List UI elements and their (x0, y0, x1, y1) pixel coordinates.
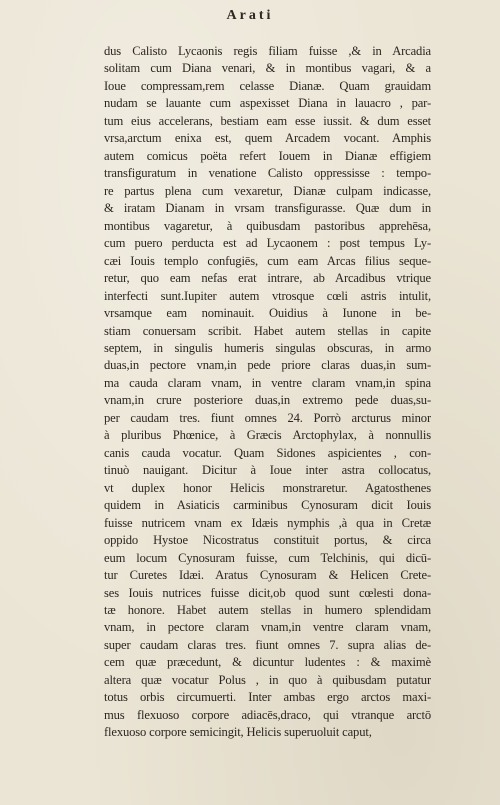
text-line: nudam se lauante cum aspexisset Diana in lauacro , par- (104, 96, 431, 111)
text-line: oppido Hystoe Nicostratus constituit portus, & circa (104, 533, 431, 548)
text-line: quidem in Asiaticis carminibus Cynosuram dicit Iouis (104, 498, 431, 513)
text-line: & iratam Dianam in vrsam transfigurasse. Quæ dum in (104, 201, 431, 216)
text-line: transfiguratum in venatione Calisto oppressisse : tempo- (104, 166, 431, 181)
text-line: dus Calisto Lycaonis regis filiam fuisse ,& in Arcadia (104, 44, 431, 58)
text-line: tur Curetes Idæi. Aratus Cynosuram & Helicen Crete- (104, 568, 431, 583)
text-line: eum locum Cynosuram fuisse, cum Telchinis, qui dicū- (104, 550, 431, 565)
text-line: vnam,in crure posteriore duas,in extremo pede duas,su- (104, 393, 431, 408)
text-line: flexuoso corpore semicingit, Helicis superuoluit caput, (104, 725, 372, 740)
text-line: cæi Iouis templo confugiēs, cum eam Arcas filius seque- (104, 253, 431, 268)
text-line: super caudam claras tres. fiunt omnes 7. supra alias de- (104, 637, 431, 652)
text-line: vrsamque eam nominauit. Ouidius à Iunone in be- (104, 306, 431, 321)
text-line: mus flexuoso corpore adiacēs,draco, qui vtranque arctō (104, 707, 431, 722)
text-line: à pluribus Phœnice, à Græcis Arctophylax, à nonnullis (104, 428, 431, 443)
text-line: altera quæ vocatur Polus , in quo à quibusdam putatur (104, 672, 431, 687)
text-line: retur, quo eam nefas erat intrare, ab Arcadibus vtrique (104, 271, 431, 286)
text-line: re partus plena cum vexaretur, Dianæ culpam indicasse, (104, 183, 431, 198)
text-line: vrsa,arctum enixa est, quem Arcadem vocant. Amphis (104, 131, 431, 146)
text-line: vt duplex honor Helicis monstraretur. Agatosthenes (104, 480, 431, 495)
text-line: stiam conuersam scribit. Habet autem stellas in capite (104, 323, 431, 338)
text-line: interfecti sunt.Iupiter autem vtrosque cœli astris intulit, (104, 288, 431, 303)
text-line: duas,in pectore vnam,in pede priore claras duas,in sum- (104, 358, 431, 373)
text-line: tum eius accelerans, bestiam eam esse iussit. & dum esset (104, 113, 431, 128)
text-line: tæ honore. Habet autem stellas in humero splendidam (104, 603, 431, 617)
text-line: autem comicus poëta refert Iouem in Dianæ effigiem (104, 148, 431, 163)
text-line: per caudam tres. fiunt omnes 24. Porrò arcturus minor (104, 410, 431, 425)
running-head: Arati (226, 8, 274, 23)
text-line: montibus vagaretur, à quibusdam pastoribus apprehēsa, (104, 218, 431, 233)
text-line: septem, in singulis humeris singulas obscuras, in armo (104, 340, 431, 355)
text-line: solitam cum Diana venari, & in montibus vagari, & a (104, 61, 431, 76)
text-line: Ioue compressam,rem celasse Dianæ. Quam grauidam (104, 78, 431, 93)
text-line: tinuò nauigant. Dicitur à Ioue inter astra collocatus, (104, 463, 431, 478)
text-block (104, 43, 431, 742)
text-line: ses Iouis nutrices fuisse dicit,ob quod sunt cœlesti dona- (104, 585, 431, 600)
text-line: totus orbis circumuerti. Inter ambas ergo arctos maxi- (104, 690, 431, 705)
text-line: canis cauda vocatur. Quam Sidones aspicientes , con- (104, 445, 431, 460)
text-line: fuisse nutricem vnam ex Idæis nymphis ,à qua in Cretæ (104, 515, 431, 530)
text-line: ma cauda claram vnam, in ventre claram vnam,in spina (104, 375, 431, 390)
text-line: cum puero perducta est ad Lycaonem : post tempus Ly- (104, 236, 431, 251)
text-line: cem quæ præcedunt, & dicuntur ludentes : & maximè (104, 655, 431, 670)
text-line: vnam, in pectore claram vnam,in ventre claram vnam, (104, 620, 431, 635)
